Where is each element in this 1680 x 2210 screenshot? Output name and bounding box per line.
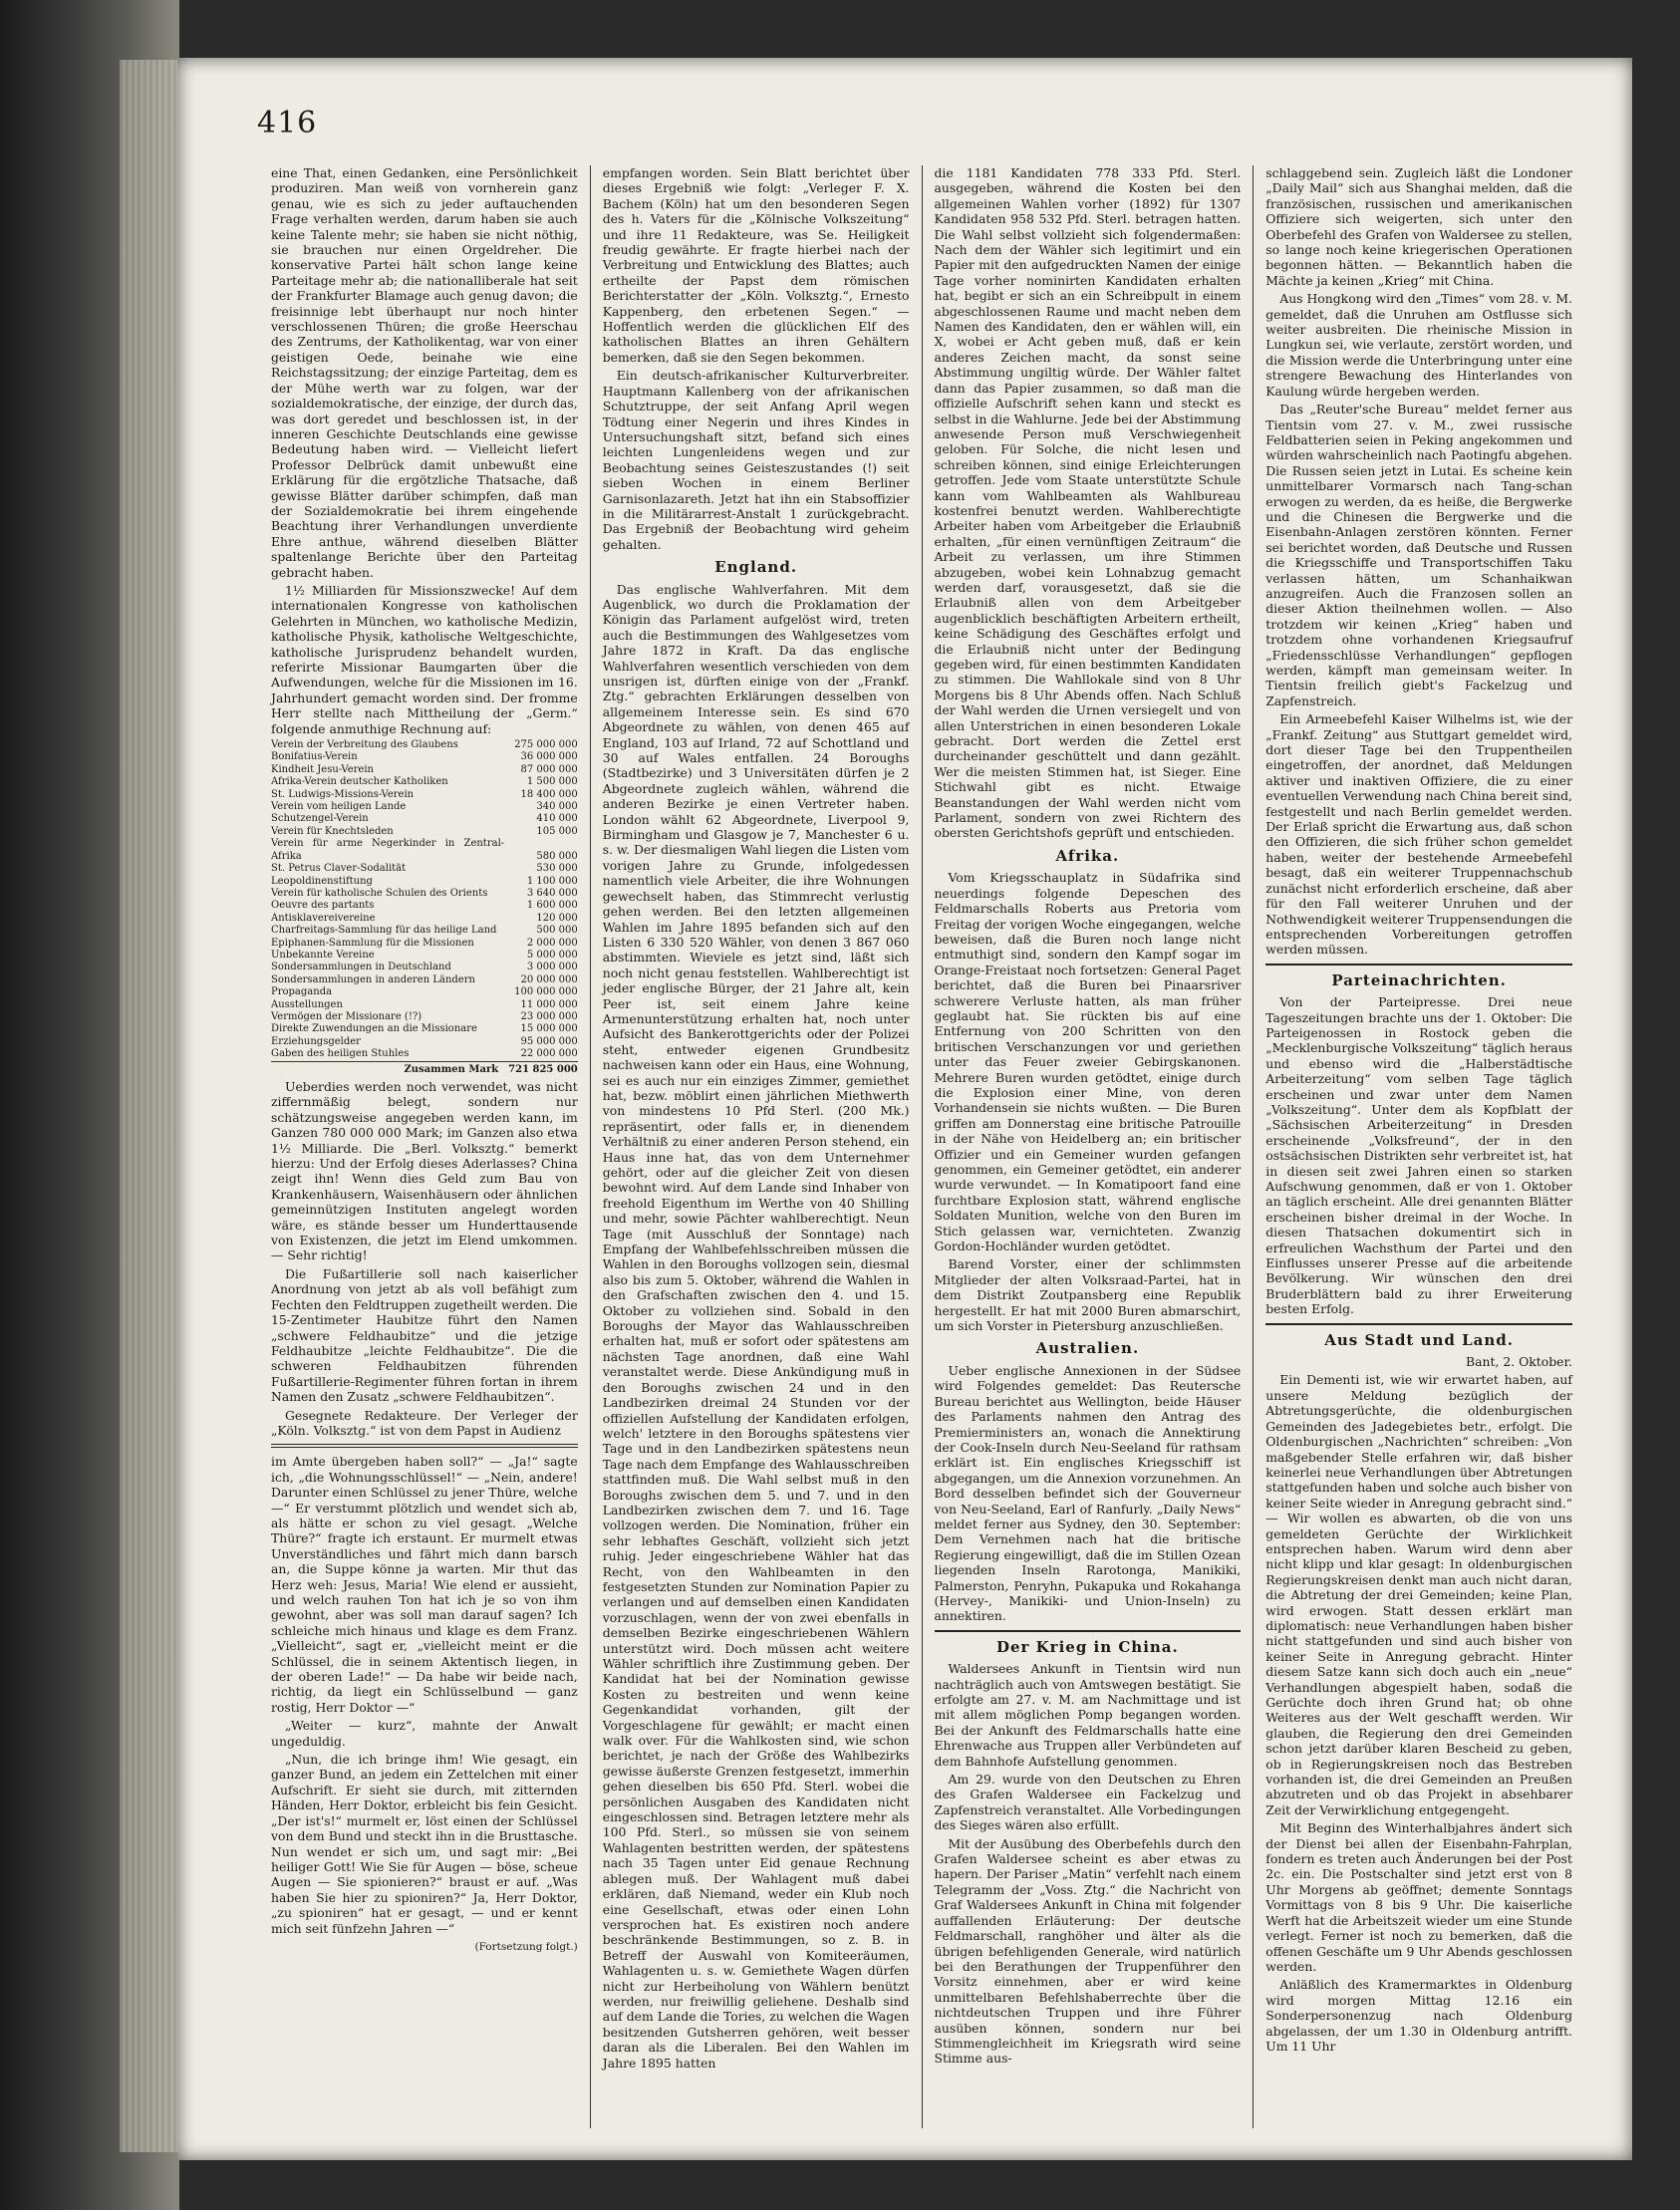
donation-name: Verein der Verbreitung des Glaubens	[271, 739, 458, 751]
section-divider	[935, 1630, 1242, 1632]
donation-name: Charfreitags-Sammlung für das heilige Land	[271, 925, 497, 937]
donation-amount: 2 000 000	[526, 937, 578, 949]
donation-amount: 87 000 000	[520, 763, 578, 775]
donation-name: Verein vom heiligen Lande	[271, 801, 407, 813]
article-australia: Ueber englische Annexionen in der Südsee wird Folgendes gemeldet: Das Reutersche Bureau berichtet aus Wellington, beide Häuser des Parlaments nahmen den Antrag des Premierministers an, wonach die Annektirung der Cook-Inseln durch Neu-Seeland für rathsam erklärt ist. Ein englisches Kriegsschiff ist abgegangen, um die Annexion vorzunehmen. An Bord desselben befindet sich der Gouverneur von Neu-Seeland, Earl of Ranfurly. „Daily News“ meldet ferner aus Sydney, den 30. September: Dem Vernehmen nach hat die britische Regierung eingewilligt, daß die im Stillen Ozean liegenden Inseln Rarotonga, Manikiki, Palmerston, Penryhn, Pukapuka und Rokahanga (Hervey-, Manikiki- und Union-Inseln) zu annektiren.	[934, 1362, 1242, 1624]
donation-row	[271, 925, 578, 937]
feuilleton-paragraph: „Weiter — kurz“, mahnte der Anwalt ungeduldig.	[271, 1718, 578, 1749]
donation-name: Gaben des heiligen Stuhles	[271, 1048, 410, 1060]
donation-row	[271, 974, 578, 986]
donation-amount: 3 640 000	[526, 887, 578, 899]
article-editors: Gesegnete Redakteure. Der Verleger der „Köln. Volksztg.“ ist von dem Papst in Audienz	[271, 1407, 578, 1438]
donation-row	[271, 1011, 578, 1023]
column-3	[923, 165, 1255, 2128]
donation-row	[271, 950, 578, 962]
donation-name: Direkte Zuwendungen an die Missionare	[271, 1023, 477, 1035]
donations-table	[271, 739, 578, 1076]
donation-amount: 22 000 000	[520, 1048, 578, 1060]
donation-amount: 15 000 000	[520, 1023, 578, 1035]
donation-row	[271, 739, 578, 751]
donation-row	[271, 938, 578, 950]
article-china-waldersee: Waldersees Ankunft in Tientsin wird nun nachträglich auch von Amtswegen bestätigt. Sie erfolgte am 27. v. M. am Nachmittage und ist mit allem möglichen Pomp begangen worden. Bei der Ankunft des Feldmarschalls hatte eine Ehrenwache aus Truppen aller Verbündeten auf dem Bahnhofe Aufstellung genommen.	[934, 1661, 1242, 1769]
donation-name: Verein für Knechtsleden	[271, 825, 394, 837]
donation-row	[271, 764, 578, 776]
donation-name: Bonifatius-Verein	[271, 751, 358, 763]
column-4	[1254, 165, 1584, 2128]
article-england-elections: Das englische Wahlverfahren. Mit dem Augenblick, wo durch die Proklamation der Königin das Parlament aufgelöst wird, treten auch die Bestimmungen des Wahlgesetzes vom Jahre 1872 in Kraft. Da das englische Wahlverfahren wesentlich verschieden von dem unsrigen ist, dürften einige von der „Frankf. Ztg.“ gebrachten Erklärungen desselben von allgemeinem Interesse sein. Es sind 670 Abgeordnete zu wählen, von denen 465 auf England, 103 auf Irland, 72 auf Schottland und 30 auf Wales entfallen. 24 Boroughs (Stadtbezirke) und 3 Universitäten dürfen je 2 Abgeordnete zugleich wählen, während die anderen Bezirke je einen Vertreter haben. London wählt 62 Abgeordnete, Liverpool 9, Birmingham und Glasgow je 7, Manchester 6 u. s. w. Der diesmaligen Wahl liegen die Listen vom vorigen Jahre zu Grunde, infolgedessen namentlich viele Arbeiter, die ihre Wohnungen gewechselt haben, das Stimmrecht verlustig gehen werden. Bei den letzten allgemeinen Wahlen im Jahre 1895 befanden sich auf den Listen 6 330 520 Wähler, von denen 3 867 060 abstimmten. Wieviele es jetzt sind, läßt sich noch nicht genau feststellen. Wahlberechtigt ist jeder englische Bürger, der 21 Jahre alt, kein Peer ist, seit einem Jahre keine Armenunterstützung erhalten hat, noch unter Aufsicht des Bankerottgerichts oder der Polizei steht, entweder eigenen Grundbesitz nachweisen kann oder ein Haus, eine Wohnung, sei es auch nur ein einziges Zimmer, gemiethet hat, bezw. möblirt einen jährlichen Miethwerth von mindestens 10 Pfd Sterl. (200 Mk.) repräsentirt, oder falls er, in dienendem Verhältniß zu einer anderen Person stehend, ein Haus inne hat, das von dem Unternehmer gehört, oder auf die gleicher Zeit von diesen bewohnt wird. Auf dem Lande sind Inhaber von freehold Eigenthum im Werthe von 40 Shilling und mehr, sowie Pächter wahlberechtigt. Neun Tage (mit Ausschluß der Sonntage) nach Empfang der Wahlbefehlsschreiben müssen die Wahlen in den Boroughs vollzogen sein, diesmal also bis zum 5. Oktober, während die Wahlen in den Grafschaften zwischen den 4. und 15. Oktober zu vollziehen sind. Sobald in den Boroughs der Mayor das Wahlausschreiben erhalten hat, muß er sofort oder spätestens am nächsten Tage anordnen, daß eine Wahl veranstaltet werde. Diese Ankündigung muß in den Boroughs zwischen 24 und in den Landbezirken dreimal 24 Stunden vor der offiziellen Aufstellung der Kandidaten erfolgen, welch' letztere in den Boroughs spätestens vier Tage und in den Landbezirken spätestens neun Tage nach dem Empfange des Wahlausschreiben stattfinden muß. Die Wahl selbst muß in den Boroughs zwischen dem 5. und 7. und in den Landbezirken zwischen dem 7. und 16. Tage vollzogen werden. Die Nomination, früher ein sehr lebhaftes Geschäft, vollzieht sich jetzt ruhig. Jeder eingeschriebene Wähler hat das Recht, von den Wahlbeamten in den festgesetzten Stunden zur Nomination Papier zu verlangen und auf demselben einen Kandidaten vorzuschlagen, wenn der von zwei ebenfalls in demselben Bezirke eingeschriebenen Wählern unterstützt wird. Doch müssen acht weitere Wähler schriftlich ihre Zustimmung geben. Der Kandidat hat bei der Nomination gewisse Kosten zu bestreiten und wenn keine Gegenkandidat vorhanden, gilt der Vorgeschlagene für gewählt; er macht einen walk over. Für die Wahlkosten sind, wie schon berichtet, je nach der Größe des Wahlbezirks gewisse äußerste Grenzen festgesetzt, immerhin gehen dieselben bis 650 Pfd. Sterl. wobei die persönlichen Ausgaben des Kandidaten nicht eingeschlossen sind. Betragen letztere mehr als 100 Pfd. Sterl., so müssen sie von seinem Wahlagenten bestritten werden, der spätestens nach 35 Tagen unter Eid genaue Rechnung ablegen muß. Der Wahlagent muß dabei erklären, daß Niemand, weder ein Klub noch eine Gesellschaft, etwas oder einen Lohn versprochen hat. Es existiren noch andere beschränkende Bestimmungen, so z. B. in Betreff der Auswahl von Komiteeräumen, Wahlagenten u. s. w. Gemiethete Wagen dürfen nicht zur Herbeiholung von Wählern benützt werden, nur freiwillig geliehene. Deshalb sind auf dem Lande die Tories, zu welchen die Wagen besitzenden Gutsherren gehören, weit besser daran als die Liberalen. Bei den Wahlen im Jahre 1895 hatten	[602, 581, 910, 2071]
donation-name: Kindheit Jesu-Verein	[271, 763, 374, 775]
feuilleton-paragraph: im Amte übergeben haben soll?“ — „Ja!“ sagte ich, „die Wohnungsschlüssel!“ — „Nein, andere! Darunter einen Schlüssel zu jener Thüre, welche —“ Er verstummt plötzlich und wendet sich ab, als hätte er schon zu viel gesagt. „Welche Thüre?“ fragte ich erstaunt. Er murmelt etwas Unverständliches und fährt mich dann barsch an, die Suppe könne ja warten. Mir thut das Herz weh: Jesus, Maria! Wie elend er aussieht, und welch rauhen Ton hat ich je so von ihm gewohnt, aber was soll man darauf sagen? Ich schleiche mich hinaus und klage es dem Franz. „Vielleicht“, sagt er, „vielleicht meint er die Schlüssel, die in seinem Aktentisch liegen, in der oberen Lade!“ — Da habe wir beide nach, richtig, da liegt ein Schlüsselbund — ganz rostig, Herr Doktor —“	[271, 1454, 578, 1715]
article-south-africa: Vom Kriegsschauplatz in Südafrika sind neuerdings folgende Depeschen des Feldmarschalls Roberts aus Pretoria vom Freitag der vorigen Woche eingegangen, welche beweisen, daß die Buren noch lange nicht entmuthigt sind, sondern den Kampf sogar im Orange-Freistaat noch fortsetzen: General Paget berichtet, daß die Buren bei Pinaarsriver schwerere Verluste hatten, als man früher geglaubt hat. Sie rückten bis auf eine Entfernung von 200 Schritten von den britischen Verschanzungen vor und geriethen unter das Feuer zweier Gebirgskanonen. Mehrere Buren wurden getödtet, einige durch die Explosion einer Mine, von deren Vorhandensein sie nichts wußten. — Die Buren griffen am Donnerstag eine britische Patrouille in der Nähe von Heidelberg an; ein britischer Offizier und ein Gemeiner wurden gefangen genommen, ein Gemeiner getödtet, ein anderer wurde verwundet. — In Komatipoort fand eine furchtbare Explosion statt, während englische Soldaten Munition, welche von den Buren im Stich gelassen war, vernichteten. Zwanzig Gordon-Hochländer wurden getödtet.	[934, 870, 1242, 1254]
section-divider	[1265, 964, 1572, 966]
donation-name: Erziehungsgelder	[271, 1035, 361, 1047]
feuilleton-divider	[271, 1444, 578, 1448]
donation-amount: 500 000	[536, 925, 578, 937]
donation-name: Vermögen der Missionare (!?)	[271, 1010, 422, 1022]
article-reuter: Das „Reuter'sche Bureau“ meldet ferner aus Tientsin vom 27. v. M., zwei russische Feldbatterien seien in Peking angekommen und würden wahrscheinlich nach Paotingfu abgehen. Die Russen seien jetzt in Lutai. Es scheine kein unmittelbarer Vormarsch nach Tang-schan erwogen zu werden, da es heiße, die Bergwerke und die Chinesen die Bergwerke und die Eisenbahn-Anlagen zerstören könnten. Ferner sei berichtet worden, daß Deutsche und Russen die Kriegsschiffe und Transportschiffen Taku verlassen hätten, um Schanhaikwan anzugreifen. Auch die Franzosen sollen an dieser Aktion theilnehmen wollen. — Also trotzdem wir keinen „Krieg“ haben und trotzdem ohne vorhandenen Kriegsaufruf „Friedensschlüsse Verhandlungen“ gepflogen werden, kämpft man gemeinsam weiter. In Tientsin freilich giebt's Fackelzug und Zapfenstreich.	[1265, 402, 1572, 708]
page-edges	[120, 60, 179, 2152]
donation-amount: 340 000	[536, 801, 578, 813]
donation-row	[271, 962, 578, 973]
continuation-note: (Fortsetzung folgt.)	[474, 1940, 578, 1953]
dateline: Bant, 2. Oktober.	[1466, 1354, 1572, 1370]
donation-amount: 580 000	[536, 850, 578, 862]
donation-amount: 1 500 000	[526, 776, 578, 788]
article-paragraph: Mit der Ausübung des Oberbefehls durch den Grafen Waldersee scheint es aber etwas zu hapern. Der Pariser „Matin“ verfehlt nach einem Telegramm der „Voss. Ztg.“ die Nachricht von Graf Waldersees Ankunft in China mit folgender auffallenden Erläuterung: Der deutsche Feldmarschall, ranghöher und älter als die übrigen befehligenden Generale, wird natürlich bei den Berathungen der Truppenführer den Vorsitz einnehmen, aber er wird keine unmittelbaren Befehlshaberrechte über die nichtdeutschen Truppen und ihre Führer ausüben können, sondern nur bei Stimmengleichheit im Kriegsrath wird seine Stimme aus-	[934, 1835, 1242, 2067]
donation-name: Verein für arme Negerkinder in Zentral-Afrika	[271, 838, 505, 862]
total-amount: 721 825 000	[504, 1061, 578, 1076]
donation-name: Epiphanen-Sammlung für die Missionen	[271, 937, 474, 949]
article-parteipresse: Von der Parteipresse. Drei neue Tageszeitungen brachte uns der 1. Oktober: Die Parteigenossen in Rostock geben die „Mecklenburgische Volkszeitung“ täglich heraus und ebenso wird die „Halberstädtische Arbeiterzeitung“ vom selben Tage täglich erscheinen und zwar unter dem Namen „Volkszeitung“. Unter dem als Kopfblatt der „Sächsischen Arbeiterzeitung“ in Dresden erscheinende „Volksfreund“, der in den ostsächsischen Distrikten sehr verbreitet ist, hat in diesen seit zwei Jahren einen so starken Aufschwung genommen, daß er von 1. Oktober an täglich erscheint. Alle drei genannten Blätter erscheinen bisher dreimal in der Woche. In diesen Thatsachen dokumentirt sich in erfreulichen Wachsthum der Partei und den Einflusses unserer Presse auf die arbeitende Bevölkerung. Wir wünschen den drei Bruderblättern bald zu ihrer Erweiterung besten Erfolg.	[1265, 994, 1572, 1317]
donation-amount: 530 000	[536, 863, 578, 875]
donation-name: Sondersammlungen in anderen Ländern	[271, 973, 475, 985]
page-number: 416	[257, 106, 318, 140]
feuilleton-paragraph: „Nun, die ich bringe ihm! Wie gesagt, ein ganzer Bund, an jedem ein Zettelchen mit einer Aufschrift. Er sieht sie durch, mit zitternden Händen, Herr Doktor, erbleicht bis fein Gesicht. „Der ist's!“ murmelt er, löst einen der Schlüssel von dem Bund und steckt ihn in die Brusttasche. Nun wendet er sich um, und sagt mir: „Bei heiliger Gott! Wie Sie für Augen — böse, scheue Augen — Sie spionieren?“ braust er auf. „Was haben Sie hier zu spioniren?“ Ja, Herr Doktor, „zu spioniren“ hat er gesagt, — und er kennt mich seit fünfzehn Jahren —“	[271, 1752, 578, 1936]
donation-row	[271, 913, 578, 925]
donation-name: Unbekannte Vereine	[271, 949, 375, 961]
article-hongkong: Aus Hongkong wird den „Times“ vom 28. v. M. gemeldet, daß die Unruhen am Ostflusse sich weiter ausbreiten. Die rheinische Mission in Lungkun sei, wie verlaute, zerstört worden, und die Mission werde die Unterbringung unter eine strengere Bewachung des Hinterlandes von Kaulung würde hergeben werden.	[1265, 291, 1572, 399]
donation-name: Antisklavereivereine	[271, 912, 376, 924]
donation-name: Ausstellungen	[271, 998, 343, 1010]
article-armeebefehl: Ein Armeebefehl Kaiser Wilhelms ist, wie der „Frankf. Zeitung“ aus Stuttgart gemeldet wird, dort dieser Tage bei den Truppentheilen eingetroffen, der anordnet, daß Meldungen aktiver und inaktiven Offiziere, die zu einer eventuellen Verwendung nach China bereit sind, festgestellt und nach Berlin gemeldet werden. Der Erlaß spricht die Erwartung aus, daß schon den Offizieren, die sich früher schon gemeldet haben, weiter der bestehende Armeebefehl besagt, daß ein weiterer Truppennachschub zunächst nicht erforderlich erscheine, daß aber für den Fall weiterer Unruhen und der Nothwendigkeit weiterer Truppensendungen die entsprechenden Vorbereitungen getroffen werden müssen.	[1265, 711, 1572, 958]
article-paragraph: Am 29. wurde von den Deutschen zu Ehren des Grafen Waldersee ein Fackelzug und Zapfenstreich veranstaltet. Alle Vorbedingungen des Sieges wären also erfüllt.	[934, 1772, 1242, 1833]
donation-row	[271, 863, 578, 875]
article-winter: Mit Beginn des Winterhalbjahres ändert sich der Dienst bei allen der Eisenbahn-Fahrplan, fondern es treten auch Änderungen bei der Post 2c. ein. Die Postschalter sind jetzt erst von 8 Uhr Morgens ab geöffnet; demente Sonntags Vormittags von 8 bis 9 Uhr. Die kaiserliche Werft hat die Arbeitszeit wieder um eine Stunde verlegt. Ferner ist noch zu bemerken, daß die offenen Geschäfte um 9 Uhr Abends geschlossen werden.	[1265, 1820, 1573, 1974]
section-heading-partei: Parteinachrichten.	[1331, 970, 1507, 989]
section-heading-australien: Australien.	[1035, 1339, 1140, 1358]
total-label: Zusammen Mark	[271, 1061, 504, 1076]
donation-row	[271, 813, 578, 825]
donation-name: Schutzengel-Verein	[271, 813, 369, 825]
columns	[259, 165, 1584, 2128]
donation-name: St. Ludwigs-Missions-Verein	[271, 788, 415, 800]
donation-row	[271, 876, 578, 888]
section-heading-afrika: Afrika.	[1055, 846, 1120, 865]
donation-row	[271, 801, 578, 813]
donation-name: Sondersammlungen in Deutschland	[271, 962, 451, 973]
donation-amount: 23 000 000	[520, 1010, 578, 1022]
article-missions: 1½ Milliarden für Missionszwecke! Auf dem internationalen Kongresse von katholischen Gelehrten in München, wo katholische Medizin, katholische Physik, katholische Weltgeschichte, katholische Jurisprudenz behandelt wurden, referirte Missionar Baumgarten über die Aufwendungen, welche für die Missionen im 16. Jahrhundert gemacht worden sind. Der fromme Herr stellte nach Mittheilung der „Germ.“ folgende anmuthige Rechnung auf:	[271, 582, 578, 736]
article-kramermarkt: Anläßlich des Kramermarktes in Oldenburg wird morgen Mittag 12.16 ein Sonderpersonenzug nach Oldenburg abgelassen, der um 1.30 in Oldenburg antrifft. Um 11 Uhr	[1265, 1977, 1572, 2054]
donation-amount: 105 000	[536, 825, 578, 837]
donation-row	[271, 1048, 578, 1061]
donation-amount: 18 400 000	[520, 788, 578, 800]
donation-name: Propaganda	[271, 986, 333, 998]
article-paragraph: Barend Vorster, einer der schlimmsten Mitglieder der alten Volksraad-Partei, hat in dem Distrikt Zoutpansberg eine Republik hergestellt. Er hat mit 2000 Buren abmarschirt, um sich Vorster in Pietersburg anzuschließen.	[934, 1256, 1242, 1334]
donation-amount: 95 000 000	[520, 1035, 578, 1047]
article-paragraph: eine That, einen Gedanken, eine Persönlichkeit produziren. Man weiß von vornherein ganz genau, wie es sich zu jeder auftauchenden Frage verhalten werden, darum haben sie auch keine Talente mehr; sie haben sie nicht nöthig, sie brauchen nur einen Orgeldreher. Die konservative Partei hält schon lange keine Parteitage mehr ab; die nationalliberale hat seit der Frankfurter Blamage auch genug davon; die freisinnige lebt überhaupt nur noch hinter verschlossenen Thüren; die große Heerschau des Zentrums, der Katholikentag, war von einer geistigen Oede, beinahe wie eine Reichstagssitzung; der einzige Parteitag, dem es der Mühe werth war zu folgen, war der sozialdemokratische, der einzige, der durch das, was dort geredet und beschlossen ist, in der inneren Geschichte Deutschlands eine gewisse Bedeutung haben wird. — Vielleicht liefert Professor Delbrück damit unbewußt eine Erklärung für die ergötzliche Thatsache, daß gewisse Blätter darüber schimpfen, daß man der Sozialdemokratie bei ihrem eingehende Beachtung ihrer Verhandlungen unverdiente Ehre anthue, während dieselben Blätter spaltenlange Berichte über den Parteitag gebracht haben.	[271, 165, 578, 580]
donation-amount: 275 000 000	[514, 739, 578, 751]
donation-amount: 3 000 000	[526, 962, 578, 973]
column-2	[591, 165, 923, 2128]
donation-row	[271, 789, 578, 801]
donation-amount: 5 000 000	[526, 949, 578, 961]
donation-row	[271, 751, 578, 763]
donation-name: St. Petrus Claver-Sodalität	[271, 863, 407, 875]
donation-row	[271, 838, 578, 863]
section-heading-england: England.	[714, 558, 798, 577]
article-paragraph: Ueberdies werden noch verwendet, was nicht ziffernmäßig belegt, sondern nur schätzungsweise angegeben werden kann, im Ganzen 780 000 000 Mark; im Ganzen also etwa 1½ Milliarde. Die „Berl. Volksztg.“ bemerkt hierzu: Und der Erfolg dieses Aderlasses? China zeigt ihn! Wenn dies Geld zum Bau von Krankenhäusern, Waisenhäusern oder ähnlichen gemeinnützigen Instituten angelegt worden wäre, es stände besser um Hunderttausende von Existenzen, die jetzt im Elend umkommen. — Sehr richtig!	[271, 1079, 578, 1263]
article-paragraph: die 1181 Kandidaten 778 333 Pfd. Sterl. ausgegeben, während die Kosten bei den allgemeinen Wahlen vorher (1892) für 1307 Kandidaten 958 532 Pfd. Sterl. betragen hatten. Die Wahl selbst vollzieht sich folgendermaßen: Nach dem der Wähler sich legitimirt und ein Papier mit den aufgedruckten Namen der einige Tage vorher nominirten Kandidaten erhalten hat, begibt er sich an ein Schreibpult in einem abgeschlossenen Raume und macht neben dem Namen des Kandidaten, den er wählen will, ein X, wobei er Acht geben muß, daß er kein anderes Zeichen macht, da sonst seine Abstimmung ungiltig würde. Der Wähler faltet dann das Papier zusammen, so daß man die offizielle Aufschrift sehen kann und steckt es selbst in die Wahlurne. Jede bei der Abstimmung anwesende Person muß Verschwiegenheit geloben. Für Solche, die nicht lesen und schreiben können, sind einige Erleichterungen getroffen. Jede vom Staate unterstützte Schule kann vom Wahlbeamten als Wahlbureau kostenfrei benutzt werden. Wahlberechtigte Arbeiter haben vom Arbeitgeber die Erlaubniß erhalten, „für einen vernünftigen Zeitraum“ die Arbeit zu verlassen, um ihre Stimmen abzugeben, wobei kein Lohnabzug gemacht werden darf, vorausgesetzt, daß sie die Erlaubniß allen von dem Arbeitgeber augenblicklich beschäftigten Arbeitern ertheilt, keine Schädigung des Geschäftes erfolgt und die Erlaubniß nicht unter der Bedingung gegeben wird, für einen bestimmten Kandidaten zu stimmen. Die Wahllokale sind von 8 Uhr Morgens bis 8 Uhr Abends offen. Nach Schluß der Wahl werden die Urnen versiegelt und von allen Unterstrichen in einen besonderen Lokale gebracht. Dort werden die Zettel erst durcheinander geschüttelt und dann gezählt. Wer die meisten Stimmen hat, ist Sieger. Eine Stichwahl gibt es nicht. Etwaige Beanstandungen der Wahl werden nicht vom Parlament, sondern von zwei Richtern des obersten Gerichtshofs geprüft und entschieden.	[934, 165, 1242, 841]
section-heading-china: Der Krieg in China.	[995, 1637, 1179, 1656]
donation-row	[271, 826, 578, 838]
article-paragraph: empfangen worden. Sein Blatt berichtet über dieses Ergebniß wie folgt: „Verleger F. X. Bachem (Köln) hat um den besonderen Segen des h. Vaters für die „Kölnische Volkszeitung“ und ihre 11 Redakteure, was Se. Heiligkeit freudig gewährte. Er fragte hierbei nach der Verbreitung und Entwicklung des Blattes; auch ertheilte der Papst dem römischen Berichterstatter der „Köln. Volksztg.“, Ernesto Kappenberg, den erbetenen Segen.“ — Hoffentlich werden die glücklichen Elf des katholischen Blattes an ihren Gehältern bemerken, daß sie den Segen bekommen.	[602, 165, 910, 365]
article-paragraph: schlaggebend sein. Zugleich läßt die Londoner „Daily Mail“ sich aus Shanghai melden, daß die französischen, russischen und amerikanischen Offiziere sich weigerten, sich unter den Oberbefehl des Grafen von Waldersee zu stellen, so lange noch keine kriegerischen Operationen begonnen hätten. — Bekanntlich haben die Mächte ja keinen „Krieg“ mit China.	[1265, 165, 1572, 288]
donation-row	[271, 900, 578, 912]
donation-row	[271, 1023, 578, 1035]
donation-row	[271, 1036, 578, 1048]
donation-name: Oeuvre des partants	[271, 900, 375, 912]
column-1	[259, 165, 591, 2128]
donation-name: Verein für katholische Schulen des Orients	[271, 887, 488, 899]
article-artillery: Die Fußartillerie soll nach kaiserlicher Anordnung von jetzt ab als voll befähigt zum Fechten den Feldtruppen zugetheilt werden. Die 15-Zentimeter Haubitze führt den Namen „schwere Feldhaubitze“ und die jetzige Feldhaubitze „leichte Feldhaubitze“. Die die schweren Feldhaubitzen führenden Fußartillerie-Regimenter führen fortan in ihrem Namen den Zusatz „schwere Feldhaubitzen“.	[271, 1265, 578, 1405]
article-kallenberg: Ein deutsch-afrikanischer Kulturverbreiter. Hauptmann Kallenberg von der afrikanischen Schutztruppe, der seit Anfang April wegen Tödtung einer Negerin und ihres Kindes in Untersuchungshaft sitzt, befand sich eines leichten Lungenleidens wegen und zur Beobachtung seines Geisteszustandes (!) seit sieben Wochen in einem Berliner Garnisonlazareth. Jetzt hat ihn ein Stabsoffizier in die Militärarrest-Anstalt 1 zurückgebracht. Das Ergebniß der Beobachtung wird geheim gehalten.	[602, 368, 910, 552]
section-divider	[1265, 1323, 1572, 1325]
donation-row	[271, 776, 578, 788]
donation-amount: 36 000 000	[520, 751, 578, 763]
donations-total-row	[271, 1061, 578, 1076]
donation-row	[271, 888, 578, 900]
donation-name: Leopoldinenstiftung	[271, 875, 373, 887]
newspaper-page	[177, 58, 1632, 2160]
donation-row	[271, 999, 578, 1011]
donation-amount: 1 100 000	[526, 875, 578, 887]
donation-name: Afrika-Verein deutscher Katholiken	[271, 776, 448, 788]
donation-amount: 100 000 000	[514, 986, 578, 998]
article-dementi: Ein Dementi ist, wie wir erwartet haben, auf unsere Meldung bezüglich der Abtretungsgerüchte, die oldenburgischen Gemeinden des Jadegebietes betr., erfolgt. Die Oldenburgischen „Nachrichten“ schreiben: „Von maßgebender Stelle erfahren wir, daß bisher keinerlei neue Verhandlungen über Abtretungen stattgefunden haben und solche auch bisher von keiner Seite wieder in Anregung gebracht sind.“ — Wir wollen es abwarten, ob die von uns gemeldeten Gerüchte der Wirklichkeit entsprechen haben. Warum wird denn aber nicht klipp und klar gesagt: In oldenburgischen Regierungskreisen denkt man auch nicht daran, die Abtretung der drei Gemeinden; keine Plan, wird erwogen. Statt dessen erklärt man diplomatisch: neue Verhandlungen haben bisher nicht stattgefunden und sind auch bisher von keiner Seite in Anregung gebracht. Hinter diesem Satze kann sich doch auch ein „neue“ Verhandlungen abgespielt haben, sodaß die Gerüchte doch ihren Grund hat; ob ohne Weiteres aus der Welt geschafft werden. Wir glauben, die Regierung den drei Gemeinden schon jetzt darüber klaren Bescheid zu geben, ob in Regierungskreisen noch das Bestreben vorhanden ist, die drei Gemeinden an Preußen abzutreten und ob das Projekt in absehbarer Zeit der Verwirklichung entgegengeht.	[1265, 1372, 1572, 1817]
section-heading-stadt-land: Aus Stadt und Land.	[1324, 1330, 1514, 1349]
donation-amount: 11 000 000	[520, 998, 578, 1010]
donation-amount: 120 000	[536, 912, 578, 924]
donation-amount: 410 000	[536, 813, 578, 825]
donation-amount: 1 600 000	[526, 900, 578, 912]
donation-row	[271, 986, 578, 998]
donation-amount: 20 000 000	[520, 973, 578, 985]
